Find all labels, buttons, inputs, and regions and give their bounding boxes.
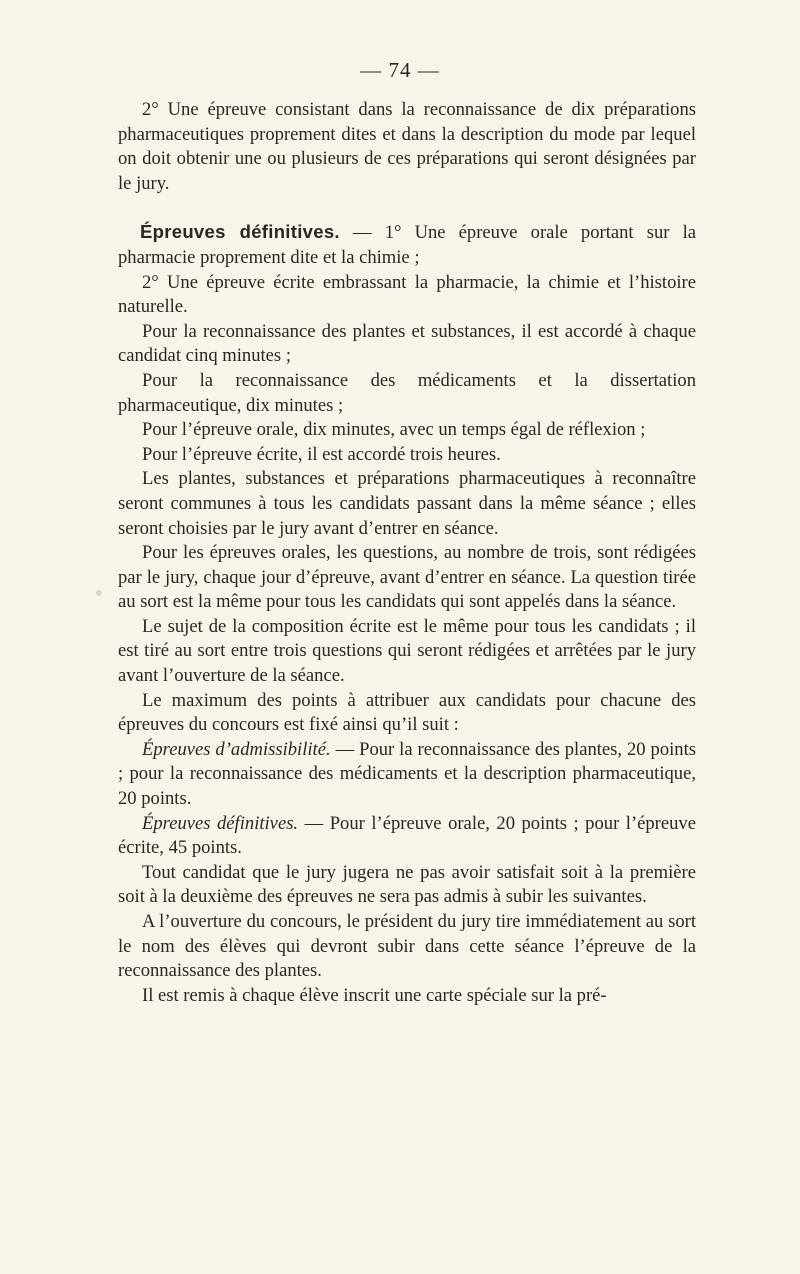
paragraph-maximum-points: Le maximum des points à attribuer aux candidats pour chacune des épreuves du concours est fixé ainsi qu’il suit :: [118, 689, 696, 736]
paragraph-ouverture-concours: A l’ouverture du concours, le président du jury tire immédiatement au sort le nom des élèves qui devront subir dans cette séance l’épreuve de la reconnaissance des plantes.: [118, 911, 696, 982]
paragraph-plantes-substances: Pour la reconnaissance des plantes et substances, il est accordé à chaque candidat cinq minutes ;: [118, 320, 696, 367]
paragraph-plantes-communes: Les plantes, substances et préparations pharmaceutiques à reconnaître seront communes à tous les candidats passant dans la même séance ; elles seront choisies par le jury avant d’entrer en séance.: [118, 468, 696, 539]
paragraph-text: — Pour la reconnaissance des plantes, 20 points ; pour la reconnaissance des médicaments et la description pharmaceutique, 20 points.: [118, 738, 697, 810]
paragraph-medicaments: Pour la reconnaissance des médicaments et la dissertation pharmaceutique, dix minutes ;: [118, 369, 696, 416]
section-heading: Épreuves définitives.: [140, 221, 340, 243]
paragraph-trois-heures: Pour l’épreuve écrite, il est accordé trois heures.: [142, 443, 501, 465]
paragraph-epreuve-orale: Pour l’épreuve orale, dix minutes, avec un temps égal de réflexion ;: [142, 419, 646, 441]
paragraph-non-admis: Tout candidat que le jury jugera ne pas avoir satisfait soit à la première soit à la deuxième des épreuves ne sera pas admis à subir les suivantes.: [118, 861, 696, 908]
paragraph-definitives-points: [118, 812, 696, 861]
paragraph-epreuves-definitives: [118, 220, 696, 270]
italic-label: Épreuves d’admissibilité.: [142, 738, 331, 760]
page-number: — 74 —: [360, 58, 440, 82]
italic-label: Épreuves définitives.: [142, 812, 299, 834]
paragraph-epreuve-ecrite: 2° Une épreuve écrite embrassant la pharmacie, la chimie et l’histoire naturelle.: [118, 271, 696, 318]
page-body: [118, 98, 696, 1008]
paper-speck: [96, 590, 102, 596]
paragraph-admissibilite: [118, 738, 696, 812]
paragraph-carte-speciale: Il est remis à chaque élève inscrit une carte spéciale sur la pré-: [142, 984, 607, 1006]
paragraph-composition-ecrite: Le sujet de la composition écrite est le même pour tous les candidats ; il est tiré au sort entre trois questions qui seront rédigées et arrêtées par le jury avant l’ouverture de la séance.: [118, 615, 696, 687]
paragraph-questions-orales: Pour les épreuves orales, les questions, au nombre de trois, sont rédigées par le jury, chaque jour d’épreuve, avant d’entrer en séance. La question tirée au sort est la même pour tous les candidats qui sont appelés dans la séance.: [118, 542, 696, 613]
paragraph-text: — Pour l’épreuve orale, 20 points ; pour l’épreuve écrite, 45 points.: [118, 812, 696, 859]
paragraph-preparations: 2° Une épreuve consistant dans la reconnaissance de dix préparations pharmaceutiques proprement dites et dans la description du mode par lequel on doit obtenir une ou plusieurs de ces préparations qui seront désignées par le jury.: [118, 99, 696, 194]
paragraph-text: — 1° Une épreuve orale portant sur la pharmacie proprement dite et la chimie ;: [118, 222, 696, 268]
